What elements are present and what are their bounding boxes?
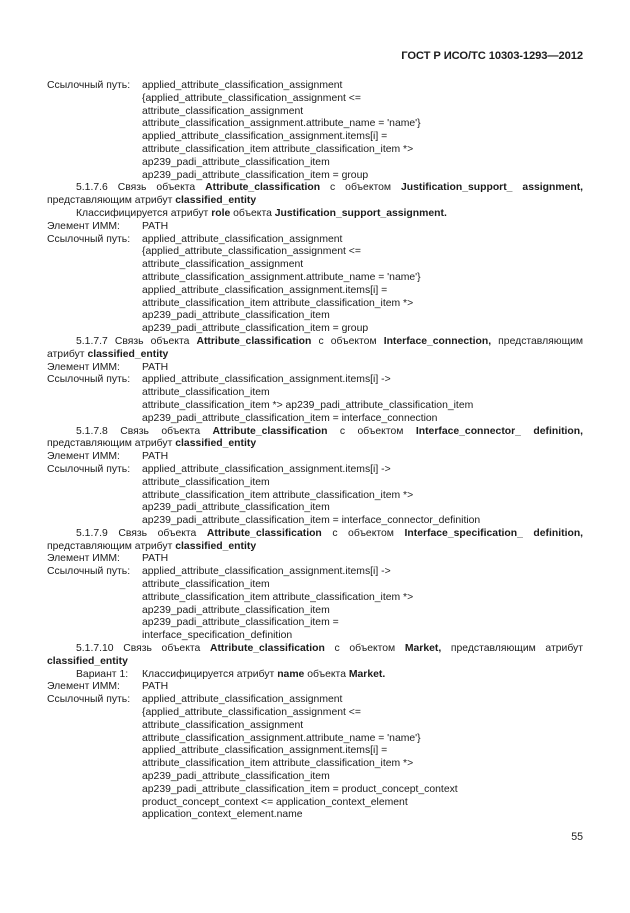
element-value: PATH (142, 451, 169, 463)
path-line: attribute_classification_item attribute_classification_item *> (142, 758, 414, 770)
element-label: Элемент ИММ: (47, 220, 120, 232)
standard-header: ГОСТ Р ИСО/ТС 10303-1293—2012 (401, 50, 583, 62)
section-heading: 5.1.7.8 Связь объекта Attribute_classification с объектом Interface_connector_ definition, представляющим атрибут classified_entity (47, 425, 584, 450)
element-value: PATH (142, 681, 169, 693)
element-value: PATH (142, 361, 169, 373)
mapping-block-5-1-7-10 (47, 643, 583, 822)
path-line: product_concept_context <= application_context_element (142, 796, 408, 808)
path-line: ap239_padi_attribute_classification_item (142, 502, 330, 514)
path-line: attribute_classification_assignment (142, 259, 304, 271)
section-heading: 5.1.7.7 Связь объекта Attribute_classification с объектом Interface_connection, представляющим атрибут classified_entity (47, 335, 584, 360)
path-line: {applied_attribute_classification_assignment <= (142, 92, 361, 104)
path-line: ap239_padi_attribute_classification_item (142, 604, 330, 616)
path-line: applied_attribute_classification_assignment (142, 233, 343, 245)
section-heading: 5.1.7.9 Связь объекта Attribute_classification с объектом Interface_specification_ definition, представляющим атрибут classified_entity (47, 527, 584, 552)
ref-path-row (47, 374, 583, 387)
ref-path-row (47, 566, 583, 579)
path-line: attribute_classification_item attribute_classification_item *> (142, 143, 414, 155)
element-label: Элемент ИММ: (47, 553, 120, 565)
element-label: Элемент ИММ: (47, 451, 120, 463)
element-row (47, 553, 583, 566)
element-row (47, 451, 583, 464)
mapping-block-0 (47, 80, 583, 182)
ref-path-label: Ссылочный путь: (47, 463, 131, 475)
classification-note: Классифицируется атрибут role объекта Justification_support_assignment. (76, 207, 447, 219)
path-line: ap239_padi_attribute_classification_item = (142, 617, 339, 629)
element-label: Элемент ИММ: (47, 361, 120, 373)
variant-text: Классифицируется атрибут name объекта Market. (142, 668, 386, 680)
path-line: ap239_padi_attribute_classification_item = interface_connection (142, 412, 438, 424)
path-line: applied_attribute_classification_assignment.items[i] -> (142, 374, 391, 386)
page-number: 55 (571, 831, 583, 843)
ref-path-row (47, 694, 583, 707)
path-line: applied_attribute_classification_assignment.items[i] = (142, 745, 388, 757)
element-row (47, 362, 583, 375)
path-line: interface_specification_definition (142, 630, 293, 642)
path-line: applied_attribute_classification_assignment.items[i] -> (142, 463, 391, 475)
element-value: PATH (142, 553, 169, 565)
ref-path-label: Ссылочный путь: (47, 80, 131, 91)
path-line: ap239_padi_attribute_classification_item = group (142, 169, 369, 181)
path-line: ap239_padi_attribute_classification_item (142, 771, 330, 783)
path-line: ap239_padi_attribute_classification_item (142, 156, 330, 168)
path-line: ap239_padi_attribute_classification_item = group (142, 323, 369, 335)
path-line: applied_attribute_classification_assignment.items[i] = (142, 284, 388, 296)
ref-path-label: Ссылочный путь: (47, 233, 131, 245)
element-label: Элемент ИММ: (47, 681, 120, 693)
path-line: attribute_classification_item (142, 579, 270, 591)
element-row (47, 221, 583, 234)
path-line: attribute_classification_item attribute_classification_item *> (142, 591, 414, 603)
ref-path-label: Ссылочный путь: (47, 566, 131, 578)
path-line: attribute_classification_assignment.attribute_name = 'name'} (142, 271, 421, 283)
path-line: attribute_classification_item (142, 476, 270, 488)
path-line: attribute_classification_assignment (142, 105, 304, 117)
path-line: attribute_classification_item attribute_classification_item *> (142, 489, 414, 501)
path-line: attribute_classification_item (142, 387, 270, 399)
path-line: ap239_padi_attribute_classification_item (142, 310, 330, 322)
path-line: applied_attribute_classification_assignment.items[i] -> (142, 566, 391, 578)
path-line: attribute_classification_item *> ap239_padi_attribute_classification_item (142, 399, 474, 411)
element-row (47, 681, 583, 694)
element-value: PATH (142, 220, 169, 232)
variant-label: Вариант 1: (76, 668, 129, 680)
mapping-block-5-1-7-9 (47, 528, 583, 643)
ref-path-row (47, 234, 583, 247)
ref-path-label: Ссылочный путь: (47, 694, 131, 706)
path-line: attribute_classification_assignment.attribute_name = 'name'} (142, 732, 421, 744)
mapping-block-5-1-7-6 (47, 182, 583, 336)
path-line: applied_attribute_classification_assignment (142, 694, 343, 706)
section-heading: 5.1.7.10 Связь объекта Attribute_classification с объектом Market, представляющим атрибут classified_entity (47, 643, 583, 667)
path-line: attribute_classification_assignment (142, 719, 304, 731)
path-line: application_context_element.name (142, 809, 303, 821)
ref-path-label: Ссылочный путь: (47, 374, 131, 386)
mapping-block-5-1-7-8 (47, 426, 583, 528)
path-line: ap239_padi_attribute_classification_item = interface_connector_definition (142, 515, 481, 527)
path-line: applied_attribute_classification_assignment.items[i] = (142, 131, 388, 143)
path-line: ap239_padi_attribute_classification_item = product_concept_context (142, 783, 458, 795)
path-line: applied_attribute_classification_assignment (142, 80, 343, 91)
path-line: {applied_attribute_classification_assignment <= (142, 707, 361, 719)
path-line: {applied_attribute_classification_assignment <= (142, 246, 361, 258)
page-content (47, 80, 583, 822)
section-heading: 5.1.7.6 Связь объекта Attribute_classification с объектом Justification_support_ assignment, представляющим атрибут classified_entity (47, 182, 584, 207)
path-line: attribute_classification_item attribute_classification_item *> (142, 297, 414, 309)
ref-path-row (47, 80, 583, 93)
ref-path-row (47, 464, 583, 477)
mapping-block-5-1-7-7 (47, 336, 583, 426)
path-line: attribute_classification_assignment.attribute_name = 'name'} (142, 118, 421, 130)
variant-row (47, 669, 583, 682)
